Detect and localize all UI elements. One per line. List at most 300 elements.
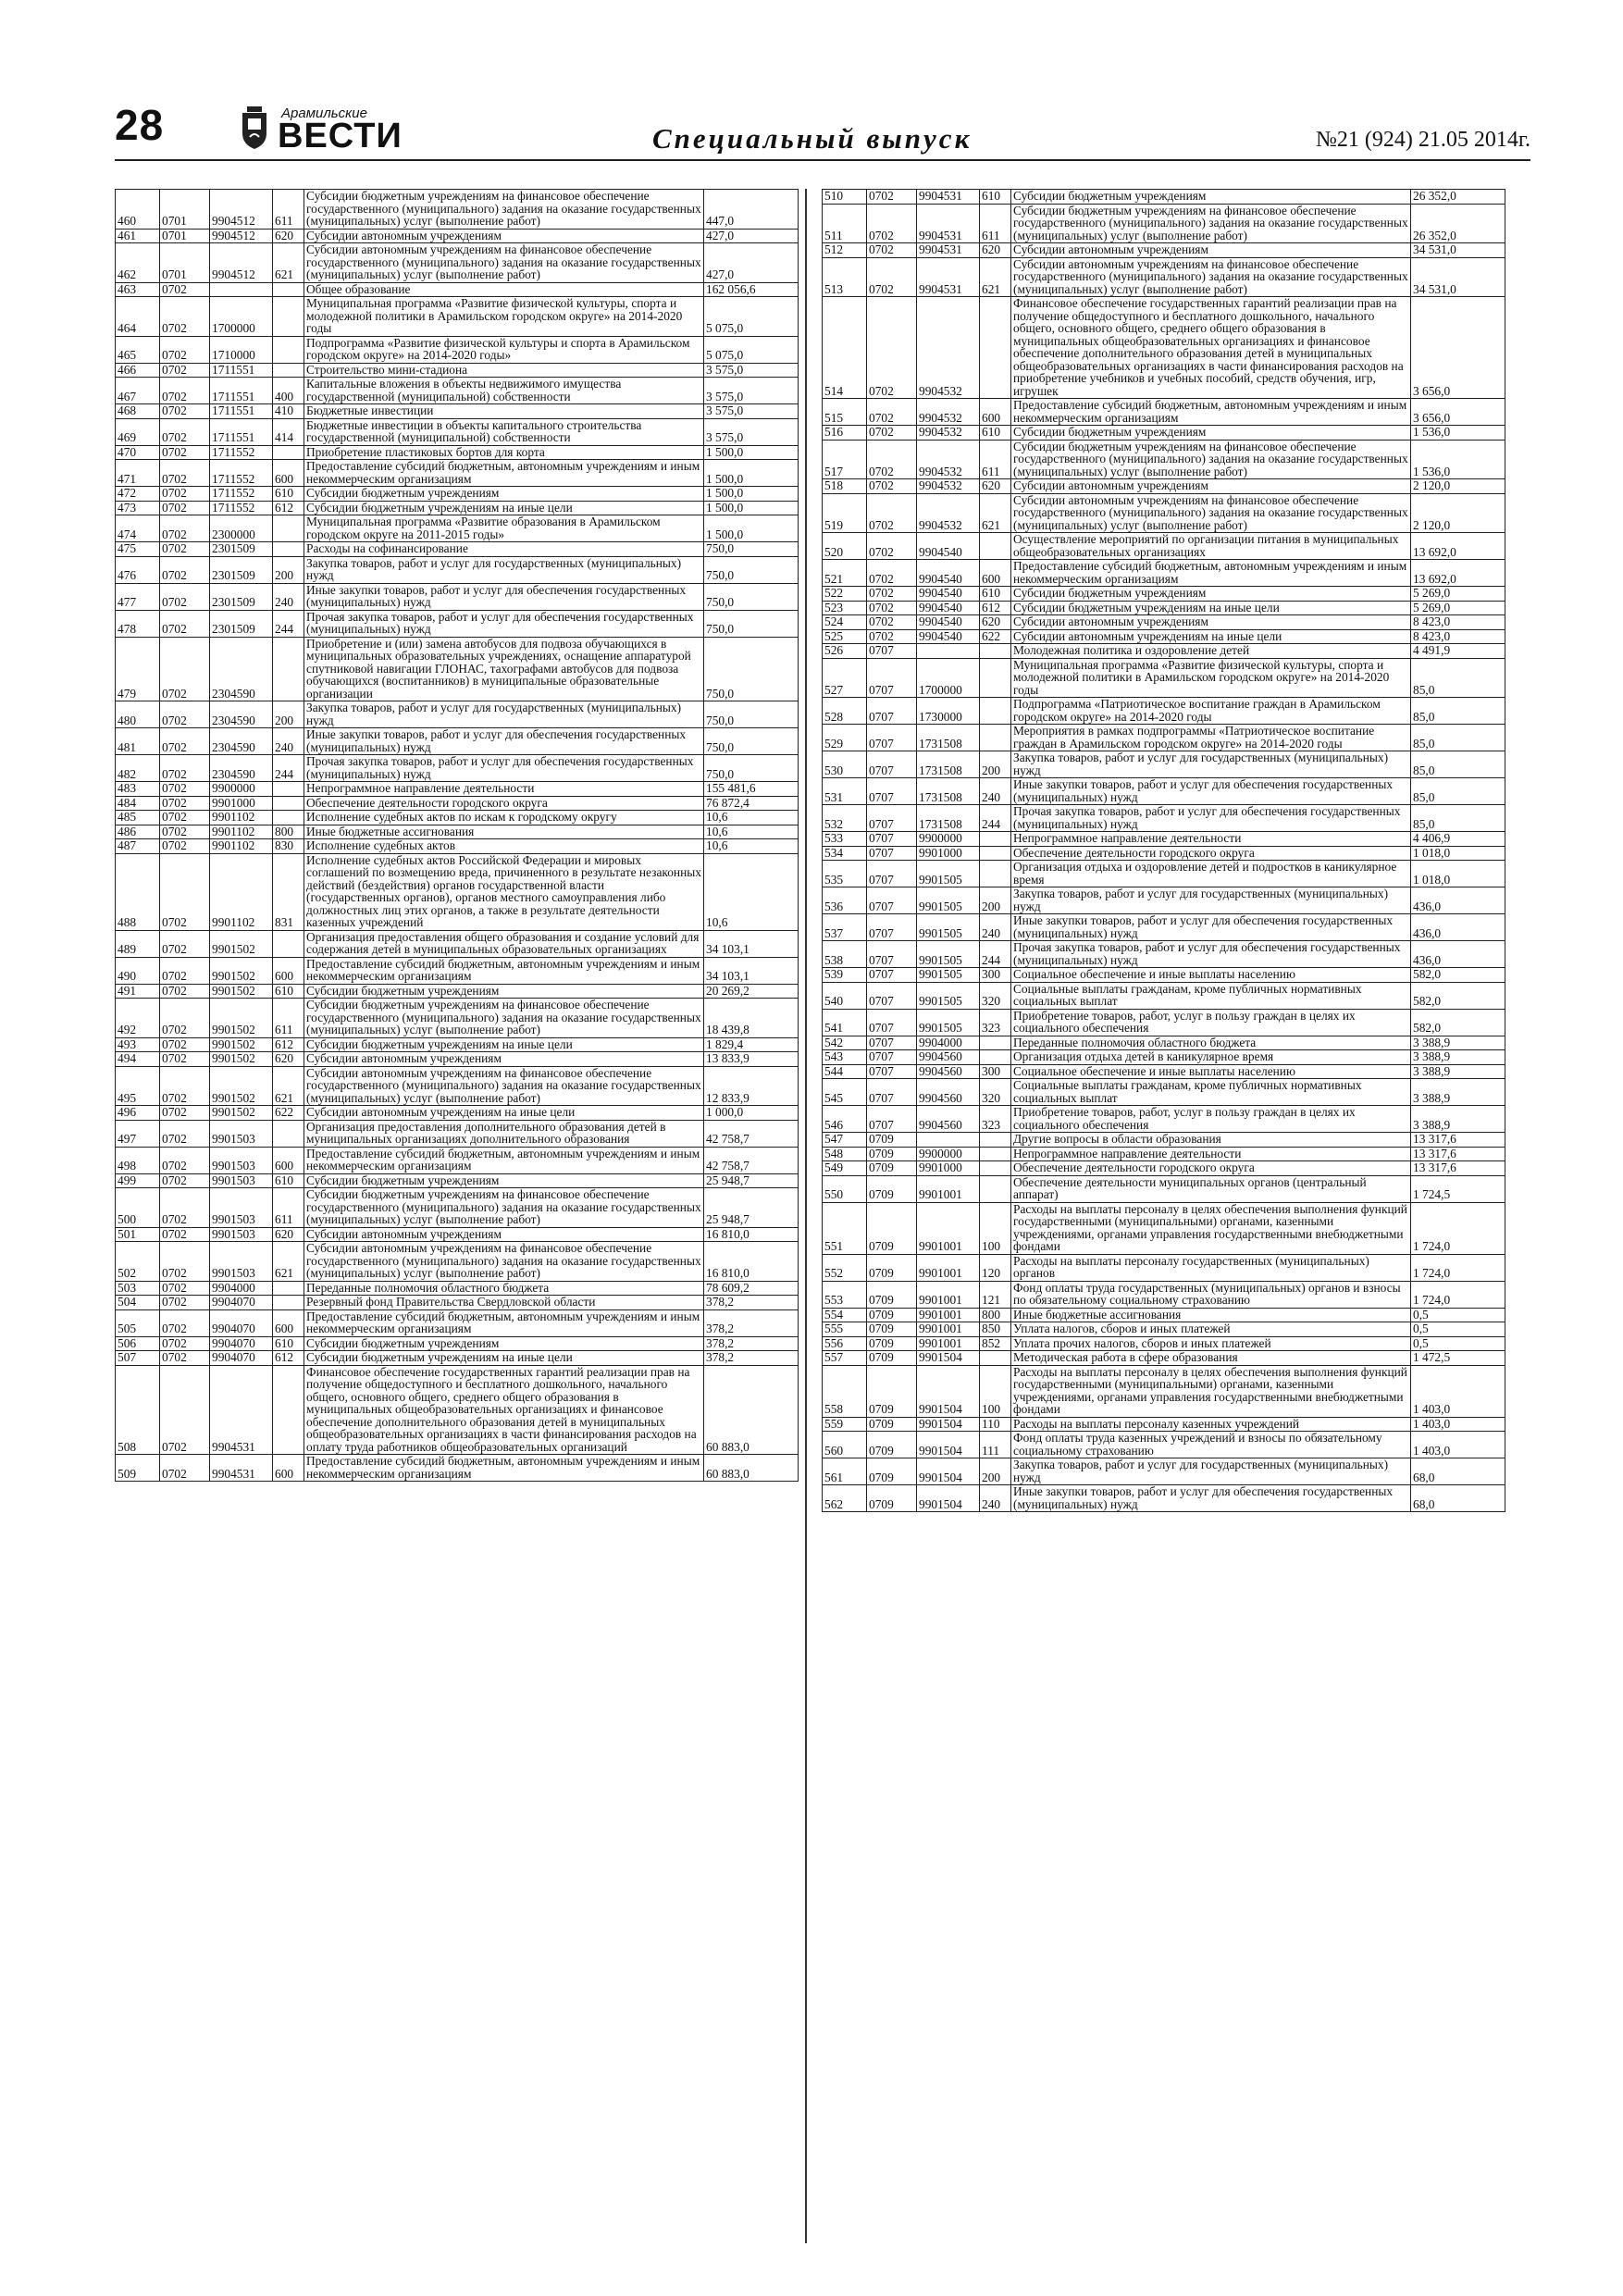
expense-type xyxy=(273,515,304,542)
amount: 1 500,0 xyxy=(704,460,799,487)
section-code: 0702 xyxy=(867,440,917,479)
expense-type: 611 xyxy=(273,999,304,1038)
section-code: 0702 xyxy=(160,418,210,445)
newspaper-logo xyxy=(239,104,415,155)
expense-name: Осуществление мероприятий по организации питания в муниципальных общеобразовательных организациях xyxy=(1011,533,1411,560)
row-number: 483 xyxy=(116,782,160,797)
expense-type: 611 xyxy=(980,204,1011,243)
expense-type: 612 xyxy=(273,1037,304,1052)
row-number: 528 xyxy=(823,698,867,725)
table-row xyxy=(823,1036,1505,1050)
table-row xyxy=(116,445,799,460)
target-code: 9901502 xyxy=(210,1066,273,1106)
amount: 68,0 xyxy=(1411,1458,1505,1485)
amount: 1 403,0 xyxy=(1411,1365,1505,1417)
expense-type: 621 xyxy=(980,493,1011,533)
amount: 85,0 xyxy=(1411,805,1505,832)
amount: 378,2 xyxy=(704,1309,799,1336)
amount: 3 575,0 xyxy=(704,418,799,445)
section-code: 0702 xyxy=(160,1147,210,1173)
table-row xyxy=(116,1281,799,1296)
row-number: 560 xyxy=(823,1432,867,1458)
expense-name: Фонд оплаты труда государственных (муниципальных) органов и взносы по обязательному социальному страхованию xyxy=(1011,1281,1411,1308)
row-number: 535 xyxy=(823,861,867,887)
table-row xyxy=(116,1066,799,1106)
section-code: 0702 xyxy=(160,1037,210,1052)
amount: 85,0 xyxy=(1411,751,1505,778)
section-code: 0707 xyxy=(867,1079,917,1106)
section-code: 0707 xyxy=(867,751,917,778)
section-code: 0702 xyxy=(160,637,210,701)
amount: 85,0 xyxy=(1411,698,1505,725)
amount: 0,5 xyxy=(1411,1308,1505,1322)
expense-name: Субсидии автономным учреждениям на иные цели xyxy=(304,1106,704,1121)
expense-type: 850 xyxy=(980,1322,1011,1337)
expense-type: 600 xyxy=(273,957,304,984)
expense-name: Переданные полномочия областного бюджета xyxy=(304,1281,704,1296)
section-code: 0702 xyxy=(160,984,210,999)
row-number: 555 xyxy=(823,1322,867,1337)
amount: 2 120,0 xyxy=(1411,479,1505,494)
target-code: 1711551 xyxy=(210,363,273,378)
expense-name: Социальные выплаты гражданам, кроме публичных нормативных социальных выплат xyxy=(1011,1079,1411,1106)
amount: 1 829,4 xyxy=(704,1037,799,1052)
section-code: 0702 xyxy=(160,1188,210,1228)
row-number: 498 xyxy=(116,1147,160,1173)
row-number: 518 xyxy=(823,479,867,494)
row-number: 513 xyxy=(823,257,867,297)
section-code: 0709 xyxy=(867,1254,917,1281)
table-row xyxy=(823,440,1505,479)
row-number: 546 xyxy=(823,1106,867,1133)
expense-type xyxy=(273,811,304,825)
target-code: 2301509 xyxy=(210,542,273,557)
target-code: 9904531 xyxy=(917,190,980,205)
amount: 378,2 xyxy=(704,1296,799,1310)
table-row xyxy=(116,1351,799,1366)
table-row xyxy=(823,1050,1505,1065)
table-row xyxy=(823,751,1505,778)
table-row xyxy=(823,190,1505,205)
section-code: 0707 xyxy=(867,698,917,725)
expense-type: 610 xyxy=(273,984,304,999)
section-code: 0702 xyxy=(867,297,917,399)
row-number: 502 xyxy=(116,1242,160,1282)
row-number: 547 xyxy=(823,1133,867,1148)
amount: 13 692,0 xyxy=(1411,533,1505,560)
row-number: 539 xyxy=(823,968,867,983)
row-number: 472 xyxy=(116,487,160,502)
expense-type xyxy=(980,1351,1011,1366)
amount: 1 536,0 xyxy=(1411,440,1505,479)
expense-type xyxy=(980,1175,1011,1202)
expense-type: 600 xyxy=(273,1147,304,1173)
expense-name: Субсидии бюджетным учреждениям на иные цели xyxy=(304,501,704,515)
expense-type xyxy=(980,1147,1011,1161)
expense-name: Бюджетные инвестиции в объекты капитального строительства государственной (муниципальной) собственности xyxy=(304,418,704,445)
section-code: 0709 xyxy=(867,1458,917,1485)
row-number: 511 xyxy=(823,204,867,243)
table-row xyxy=(116,556,799,583)
section-code: 0702 xyxy=(160,796,210,811)
row-number: 532 xyxy=(823,805,867,832)
row-number: 508 xyxy=(116,1365,160,1455)
amount: 34 531,0 xyxy=(1411,257,1505,297)
expense-name: Мероприятия в рамках подпрограммы «Патриотическое воспитание граждан в Арамильском городском округе» на 2014-2020 годы xyxy=(1011,725,1411,751)
table-row xyxy=(116,190,799,230)
expense-type: 100 xyxy=(980,1365,1011,1417)
row-number: 501 xyxy=(116,1227,160,1242)
expense-name: Субсидии бюджетным учреждениям на финансовое обеспечение государственного (муниципального) задания на оказание государственных (муниципальных) услуг (выполнение работ) xyxy=(1011,440,1411,479)
section-code: 0702 xyxy=(160,782,210,797)
target-code: 1700000 xyxy=(210,297,273,337)
table-row xyxy=(823,1458,1505,1485)
expense-name: Социальное обеспечение и иные выплаты населению xyxy=(1011,1064,1411,1079)
amount: 3 388,9 xyxy=(1411,1050,1505,1065)
issue-title: Специальный выпуск xyxy=(652,122,973,155)
table-row xyxy=(116,1037,799,1052)
amount: 13 692,0 xyxy=(1411,560,1505,587)
table-row xyxy=(116,1455,799,1482)
section-code: 0707 xyxy=(867,644,917,659)
expense-type: 610 xyxy=(980,426,1011,441)
section-code: 0702 xyxy=(160,1281,210,1296)
target-code: 1711552 xyxy=(210,460,273,487)
target-code: 9904560 xyxy=(917,1064,980,1079)
target-code: 9901503 xyxy=(210,1188,273,1228)
section-code: 0702 xyxy=(160,445,210,460)
amount: 8 423,0 xyxy=(1411,615,1505,630)
expense-type: 610 xyxy=(273,487,304,502)
section-code: 0702 xyxy=(867,560,917,587)
amount: 85,0 xyxy=(1411,658,1505,698)
target-code: 9901503 xyxy=(210,1173,273,1188)
target-code: 9901502 xyxy=(210,1052,273,1067)
row-number: 480 xyxy=(116,701,160,728)
row-number: 556 xyxy=(823,1336,867,1351)
row-number: 505 xyxy=(116,1309,160,1336)
expense-name: Организация предоставления общего образования и создание условий для содержания детей в муниципальных образовательных организациях xyxy=(304,930,704,957)
target-code: 9901504 xyxy=(917,1351,980,1366)
target-code: 9901502 xyxy=(210,984,273,999)
amount: 378,2 xyxy=(704,1351,799,1366)
row-number: 475 xyxy=(116,542,160,557)
target-code: 2304590 xyxy=(210,728,273,755)
target-code: 9901505 xyxy=(917,1009,980,1036)
section-code: 0702 xyxy=(160,1336,210,1351)
row-number: 548 xyxy=(823,1147,867,1161)
expense-name: Иные закупки товаров, работ и услуг для обеспечения государственных (муниципальных) нужд xyxy=(1011,1485,1411,1512)
target-code: 9904560 xyxy=(917,1106,980,1133)
expense-type: 620 xyxy=(980,479,1011,494)
row-number: 504 xyxy=(116,1296,160,1310)
expense-type: 240 xyxy=(980,1485,1011,1512)
expense-type: 610 xyxy=(980,190,1011,205)
target-code: 9904540 xyxy=(917,533,980,560)
expense-type xyxy=(980,832,1011,847)
amount: 436,0 xyxy=(1411,941,1505,968)
target-code: 2301509 xyxy=(210,610,273,637)
row-number: 478 xyxy=(116,610,160,637)
section-code: 0709 xyxy=(867,1432,917,1458)
amount: 10,6 xyxy=(704,825,799,839)
target-code: 9901504 xyxy=(917,1417,980,1432)
table-row xyxy=(116,728,799,755)
row-number: 524 xyxy=(823,615,867,630)
section-code: 0702 xyxy=(160,1173,210,1188)
amount: 582,0 xyxy=(1411,968,1505,983)
target-code: 9901502 xyxy=(210,930,273,957)
row-number: 470 xyxy=(116,445,160,460)
section-code: 0702 xyxy=(867,615,917,630)
expense-name: Непрограммное направление деятельности xyxy=(304,782,704,797)
table-row xyxy=(116,487,799,502)
table-row xyxy=(116,825,799,839)
row-number: 553 xyxy=(823,1281,867,1308)
table-row xyxy=(823,587,1505,602)
amount: 750,0 xyxy=(704,556,799,583)
amount: 750,0 xyxy=(704,583,799,610)
amount: 16 810,0 xyxy=(704,1242,799,1282)
amount: 447,0 xyxy=(704,190,799,230)
target-code: 9904512 xyxy=(210,229,273,243)
section-code: 0702 xyxy=(160,336,210,363)
amount: 85,0 xyxy=(1411,778,1505,805)
expense-type: 323 xyxy=(980,1106,1011,1133)
target-code: 9901102 xyxy=(210,825,273,839)
expense-name: Прочая закупка товаров, работ и услуг для обеспечения государственных (муниципальных) нужд xyxy=(1011,941,1411,968)
expense-name: Субсидии автономным учреждениям xyxy=(304,229,704,243)
target-code: 9901000 xyxy=(210,796,273,811)
expense-type xyxy=(273,1365,304,1455)
table-row xyxy=(116,243,799,283)
target-code: 9901102 xyxy=(210,839,273,854)
expense-name: Субсидии бюджетным учреждениям на финансовое обеспечение государственного (муниципального) задания на оказание государственных (муниципальных) услуг (выполнение работ) xyxy=(304,1188,704,1228)
expense-name: Капитальные вложения в объекты недвижимого имущества государственной (муниципальной) собственности xyxy=(304,378,704,404)
target-code: 9901502 xyxy=(210,1106,273,1121)
expense-type xyxy=(980,1050,1011,1065)
row-number: 461 xyxy=(116,229,160,243)
expense-name: Субсидии бюджетным учреждениям на финансовое обеспечение государственного (муниципального) задания на оказание государственных (муниципальных) услуг (выполнение работ) xyxy=(304,999,704,1038)
expense-type: 611 xyxy=(273,1188,304,1228)
amount: 68,0 xyxy=(1411,1485,1505,1512)
amount: 3 388,9 xyxy=(1411,1106,1505,1133)
row-number: 479 xyxy=(116,637,160,701)
amount: 1 500,0 xyxy=(704,487,799,502)
amount: 750,0 xyxy=(704,542,799,557)
amount: 2 120,0 xyxy=(1411,493,1505,533)
table-row xyxy=(823,297,1505,399)
amount: 0,5 xyxy=(1411,1322,1505,1337)
table-row xyxy=(116,515,799,542)
section-code: 0709 xyxy=(867,1322,917,1337)
expense-name: Обеспечение деятельности городского округа xyxy=(304,796,704,811)
row-number: 536 xyxy=(823,887,867,914)
row-number: 531 xyxy=(823,778,867,805)
section-code: 0701 xyxy=(160,190,210,230)
table-row xyxy=(823,1432,1505,1458)
row-number: 509 xyxy=(116,1455,160,1482)
expense-name: Субсидии бюджетным учреждениям xyxy=(304,1173,704,1188)
row-number: 493 xyxy=(116,1037,160,1052)
expense-name: Приобретение товаров, работ, услуг в пользу граждан в целях их социального обеспечения xyxy=(1011,1106,1411,1133)
expense-type: 620 xyxy=(273,1227,304,1242)
expense-name: Исполнение судебных актов xyxy=(304,839,704,854)
amount: 42 758,7 xyxy=(704,1147,799,1173)
table-row xyxy=(116,1188,799,1228)
expense-name: Непрограммное направление деятельности xyxy=(1011,1147,1411,1161)
section-code: 0707 xyxy=(867,725,917,751)
amount: 3 656,0 xyxy=(1411,399,1505,426)
section-code: 0702 xyxy=(160,853,210,930)
amount: 436,0 xyxy=(1411,887,1505,914)
expense-type: 800 xyxy=(980,1308,1011,1322)
expense-name: Субсидии бюджетным учреждениям на финансовое обеспечение государственного (муниципального) задания на оказание государственных (муниципальных) услуг (выполнение работ) xyxy=(304,190,704,230)
row-number: 460 xyxy=(116,190,160,230)
table-row xyxy=(823,914,1505,941)
row-number: 537 xyxy=(823,914,867,941)
target-code: 9901503 xyxy=(210,1147,273,1173)
expense-type: 414 xyxy=(273,418,304,445)
expense-name: Исполнение судебных актов по искам к городскому округу xyxy=(304,811,704,825)
target-code: 1731508 xyxy=(917,751,980,778)
section-code: 0702 xyxy=(160,1106,210,1121)
section-code: 0702 xyxy=(160,755,210,782)
newspaper-name-small: Арамильские xyxy=(281,105,367,121)
amount: 3 388,9 xyxy=(1411,1036,1505,1050)
expense-type: 852 xyxy=(980,1336,1011,1351)
expense-name: Бюджетные инвестиции xyxy=(304,404,704,419)
section-code: 0702 xyxy=(867,190,917,205)
amount: 1 724,0 xyxy=(1411,1254,1505,1281)
table-row xyxy=(823,1351,1505,1366)
table-row xyxy=(116,1173,799,1188)
section-code: 0707 xyxy=(867,968,917,983)
section-code: 0702 xyxy=(867,533,917,560)
expense-name: Прочая закупка товаров, работ и услуг для обеспечения государственных (муниципальных) нужд xyxy=(304,610,704,637)
amount: 1 403,0 xyxy=(1411,1417,1505,1432)
expense-name: Предоставление субсидий бюджетным, автономным учреждениям и иным некоммерческим организациям xyxy=(304,957,704,984)
table-row xyxy=(823,846,1505,861)
expense-name: Иные закупки товаров, работ и услуг для обеспечения государственных (муниципальных) нужд xyxy=(1011,778,1411,805)
target-code: 9901504 xyxy=(917,1485,980,1512)
expense-name: Исполнение судебных актов Российской Федерации и мировых соглашений по возмещению вреда, причиненного в результате незаконных действий (бездействия) органов государственной власти (государственных органов), органов местного самоуправления либо должностных лиц этих органов, а также в результате деятельности казенных учреждений xyxy=(304,853,704,930)
row-number: 497 xyxy=(116,1120,160,1147)
table-row xyxy=(823,243,1505,258)
expense-type xyxy=(273,1120,304,1147)
expense-name: Субсидии бюджетным учреждениям xyxy=(1011,426,1411,441)
target-code: 9904532 xyxy=(917,479,980,494)
expense-type xyxy=(273,1281,304,1296)
expense-type: 320 xyxy=(980,982,1011,1009)
table-row xyxy=(823,1254,1505,1281)
row-number: 481 xyxy=(116,728,160,755)
expense-name: Закупка товаров, работ и услуг для государственных (муниципальных) нужд xyxy=(1011,751,1411,778)
target-code: 9901001 xyxy=(917,1175,980,1202)
table-row xyxy=(823,399,1505,426)
table-row xyxy=(116,930,799,957)
table-row xyxy=(116,542,799,557)
expense-name: Предоставление субсидий бюджетным, автономным учреждениям и иным некоммерческим организациям xyxy=(304,460,704,487)
section-code: 0702 xyxy=(160,1120,210,1147)
target-code: 9901001 xyxy=(917,1308,980,1322)
table-row xyxy=(116,701,799,728)
target-code: 1711551 xyxy=(210,404,273,419)
section-code: 0702 xyxy=(160,610,210,637)
expense-name: Обеспечение деятельности муниципальных органов (центральный аппарат) xyxy=(1011,1175,1411,1202)
expense-name: Субсидии бюджетным учреждениям на иные цели xyxy=(304,1037,704,1052)
expense-type xyxy=(980,1133,1011,1148)
amount: 1 724,0 xyxy=(1411,1281,1505,1308)
table-row xyxy=(823,658,1505,698)
table-row xyxy=(823,1106,1505,1133)
expense-name: Закупка товаров, работ и услуг для государственных (муниципальных) нужд xyxy=(304,556,704,583)
header-rule xyxy=(115,159,1530,161)
amount: 13 317,6 xyxy=(1411,1133,1505,1148)
expense-type: 240 xyxy=(273,728,304,755)
table-row xyxy=(823,1281,1505,1308)
row-number: 534 xyxy=(823,846,867,861)
table-row xyxy=(823,1175,1505,1202)
right-column xyxy=(822,189,1505,1512)
table-row xyxy=(823,644,1505,659)
column-divider xyxy=(805,189,807,2243)
table-row xyxy=(116,1227,799,1242)
target-code xyxy=(210,282,273,297)
table-row xyxy=(823,968,1505,983)
table-row xyxy=(823,1485,1505,1512)
amount: 1 472,5 xyxy=(1411,1351,1505,1366)
expense-name: Муниципальная программа «Развитие физической культуры, спорта и молодежной политики в Арамильском городском округе» на 2014-2020 годы xyxy=(304,297,704,337)
section-code: 0702 xyxy=(160,1242,210,1282)
expense-type xyxy=(273,336,304,363)
amount: 1 500,0 xyxy=(704,501,799,515)
row-number: 491 xyxy=(116,984,160,999)
section-code: 0702 xyxy=(867,426,917,441)
row-number: 541 xyxy=(823,1009,867,1036)
amount: 13 317,6 xyxy=(1411,1161,1505,1176)
expense-type: 622 xyxy=(273,1106,304,1121)
section-code: 0702 xyxy=(160,1066,210,1106)
row-number: 510 xyxy=(823,190,867,205)
target-code: 9901001 xyxy=(917,1322,980,1337)
section-code: 0702 xyxy=(160,556,210,583)
section-code: 0702 xyxy=(160,1309,210,1336)
expense-type: 621 xyxy=(273,1066,304,1106)
table-row xyxy=(116,1336,799,1351)
table-row xyxy=(116,229,799,243)
expense-type: 600 xyxy=(273,1309,304,1336)
expense-name: Субсидии автономным учреждениям xyxy=(1011,479,1411,494)
target-code: 9901505 xyxy=(917,941,980,968)
expense-type: 200 xyxy=(273,701,304,728)
expense-name: Уплата прочих налогов, сборов и иных платежей xyxy=(1011,1336,1411,1351)
expense-type: 610 xyxy=(273,1336,304,1351)
table-row xyxy=(116,583,799,610)
expense-name: Субсидии автономным учреждениям на иные цели xyxy=(1011,629,1411,644)
row-number: 471 xyxy=(116,460,160,487)
target-code: 9904531 xyxy=(917,204,980,243)
table-row xyxy=(116,501,799,515)
expense-type xyxy=(980,861,1011,887)
table-row xyxy=(116,1147,799,1173)
target-code: 9901505 xyxy=(917,968,980,983)
expense-name: Предоставление субсидий бюджетным, автономным учреждениям и иным некоммерческим организациям xyxy=(1011,399,1411,426)
section-code: 0702 xyxy=(867,399,917,426)
table-row xyxy=(823,601,1505,615)
expense-type: 800 xyxy=(273,825,304,839)
expense-name: Закупка товаров, работ и услуг для государственных (муниципальных) нужд xyxy=(1011,1458,1411,1485)
